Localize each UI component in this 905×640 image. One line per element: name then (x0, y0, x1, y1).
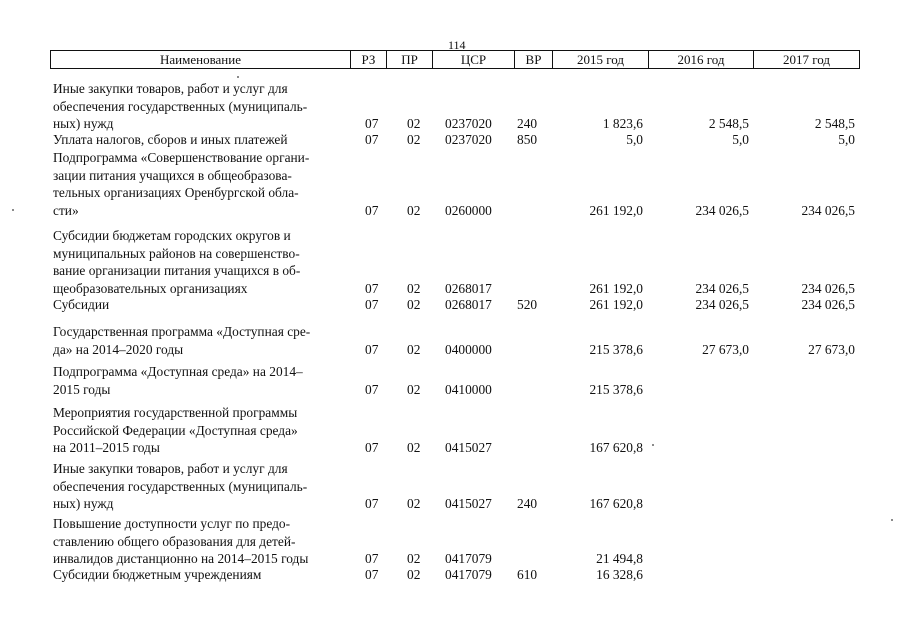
table-header (50, 50, 860, 69)
cell-2017: 234 026,5 (801, 202, 855, 218)
row-name (53, 323, 353, 358)
row-name (53, 296, 353, 314)
cell-csr: 0237020 (445, 116, 492, 131)
cell-2015: 1 823,6 (602, 116, 643, 131)
cell-2015: 215 378,6 (589, 381, 643, 397)
cell-2015: 215 378,6 (589, 341, 643, 357)
row-name-line: ставлению общего образования для детей- (53, 533, 296, 549)
row-name-line: Российской Федерации «Доступная среда» (53, 422, 298, 438)
header-csr: ЦСР (433, 51, 515, 68)
cell-rz: 07 (365, 132, 379, 147)
row-name-line: зации питания учащихся в общеобразова- (53, 167, 292, 183)
cell-csr: 0268017 (445, 280, 492, 296)
row-name-line: Мероприятия государственной программы (53, 405, 298, 420)
header-pr: ПР (387, 51, 433, 68)
cell-vr: 610 (517, 567, 538, 582)
row-name-line: вание организации питания учащихся в об- (53, 263, 301, 278)
cell-pr: 02 (407, 297, 421, 312)
header-rz: РЗ (351, 51, 387, 68)
cell-2015: 167 620,8 (589, 496, 643, 511)
row-name (53, 515, 353, 568)
header-vr: ВР (515, 51, 553, 68)
cell-pr: 02 (407, 551, 421, 566)
cell-2016: 27 673,0 (702, 341, 749, 357)
row-name-line: обеспечения государственных (муниципаль- (53, 478, 308, 494)
cell-2017: 2 548,5 (814, 116, 855, 131)
cell-2015: 5,0 (626, 132, 643, 147)
cell-2015: 16 328,6 (596, 567, 643, 582)
page-number: 114 (448, 38, 466, 52)
row-name-line: Иные закупки товаров, работ и услуг для (53, 81, 288, 96)
row-name-line: сти» (53, 202, 79, 218)
cell-pr: 02 (407, 202, 421, 218)
cell-2016: 234 026,5 (695, 297, 749, 312)
row-name-line: обеспечения государственных (муниципаль- (53, 98, 308, 114)
row-name (53, 404, 353, 457)
cell-2017: 234 026,5 (801, 297, 855, 312)
row-name-line: на 2011–2015 годы (53, 440, 160, 455)
cell-rz: 07 (365, 280, 379, 296)
cell-rz: 07 (365, 202, 379, 218)
cell-csr: 0260000 (445, 202, 492, 218)
cell-csr: 0237020 (445, 132, 492, 147)
cell-2015: 261 192,0 (589, 202, 643, 218)
row-name-line: Государственная программа «Доступная сре- (53, 324, 311, 339)
scan-speck (237, 76, 239, 78)
cell-pr: 02 (407, 381, 421, 397)
row-name-line: Субсидии (53, 297, 110, 312)
cell-csr: 0410000 (445, 381, 492, 397)
row-name-line: тельных организациях Оренбургской обла- (53, 185, 299, 200)
cell-2015: 21 494,8 (596, 551, 643, 566)
cell-csr: 0400000 (445, 341, 492, 357)
row-name-line: Повышение доступности услуг по предо- (53, 516, 291, 531)
cell-2015: 261 192,0 (589, 297, 643, 312)
cell-csr: 0415027 (445, 496, 492, 511)
row-name-line: Подпрограмма «Доступная среда» на 2014– (53, 364, 303, 379)
cell-2016: 2 548,5 (708, 116, 749, 131)
cell-2016: 234 026,5 (695, 202, 749, 218)
cell-csr: 0417079 (445, 567, 492, 582)
cell-pr: 02 (407, 496, 421, 511)
cell-rz: 07 (365, 116, 379, 131)
cell-pr: 02 (407, 567, 421, 582)
row-name (53, 227, 353, 297)
cell-vr: 240 (517, 496, 538, 511)
row-name-line: Уплата налогов, сборов и иных платежей (53, 132, 288, 147)
cell-rz: 07 (365, 551, 379, 566)
cell-2017: 27 673,0 (808, 341, 855, 357)
cell-vr: 520 (517, 297, 538, 312)
header-2015: 2015 год (553, 51, 649, 68)
row-name (53, 80, 353, 133)
row-name-line: инвалидов дистанционно на 2014–2015 годы (53, 551, 309, 566)
row-name-line: 2015 годы (53, 381, 111, 397)
scan-speck (891, 519, 893, 521)
scan-speck (12, 209, 14, 211)
row-name (53, 566, 353, 584)
row-name (53, 131, 353, 149)
cell-vr: 240 (517, 116, 538, 131)
row-name-line: муниципальных районов на совершенство- (53, 245, 300, 261)
cell-rz: 07 (365, 341, 379, 357)
cell-rz: 07 (365, 496, 379, 511)
cell-vr: 850 (517, 132, 538, 147)
header-2017: 2017 год (783, 52, 830, 67)
row-name-line: да» на 2014–2020 годы (53, 341, 184, 357)
cell-rz: 07 (365, 381, 379, 397)
cell-pr: 02 (407, 280, 421, 296)
row-name-line: Субсидии бюджетам городских округов и (53, 228, 291, 243)
cell-2016: 234 026,5 (695, 280, 749, 296)
row-name-line: щеобразовательных организациях (53, 280, 248, 296)
cell-csr: 0415027 (445, 440, 492, 455)
cell-csr: 0268017 (445, 297, 492, 312)
cell-rz: 07 (365, 567, 379, 582)
cell-rz: 07 (365, 297, 379, 312)
scan-speck (652, 444, 654, 446)
row-name-line: ных) нужд (53, 116, 114, 131)
row-name-line: Иные закупки товаров, работ и услуг для (53, 461, 288, 476)
row-name-line: Субсидии бюджетным учреждениям (53, 567, 262, 582)
cell-csr: 0417079 (445, 551, 492, 566)
cell-pr: 02 (407, 341, 421, 357)
row-name-line: Подпрограмма «Совершенствование органи- (53, 150, 310, 165)
cell-2017: 234 026,5 (801, 280, 855, 296)
cell-pr: 02 (407, 132, 421, 147)
cell-2016: 5,0 (732, 132, 749, 147)
row-name (53, 460, 353, 513)
row-name (53, 149, 353, 219)
row-name (53, 363, 353, 398)
cell-2015: 167 620,8 (589, 440, 643, 455)
header-name: Наименование (51, 51, 351, 68)
cell-pr: 02 (407, 440, 421, 455)
cell-pr: 02 (407, 116, 421, 131)
cell-2017: 5,0 (838, 132, 855, 147)
cell-rz: 07 (365, 440, 379, 455)
row-name-line: ных) нужд (53, 496, 114, 511)
header-2016: 2016 год (649, 51, 754, 68)
cell-2015: 261 192,0 (589, 280, 643, 296)
